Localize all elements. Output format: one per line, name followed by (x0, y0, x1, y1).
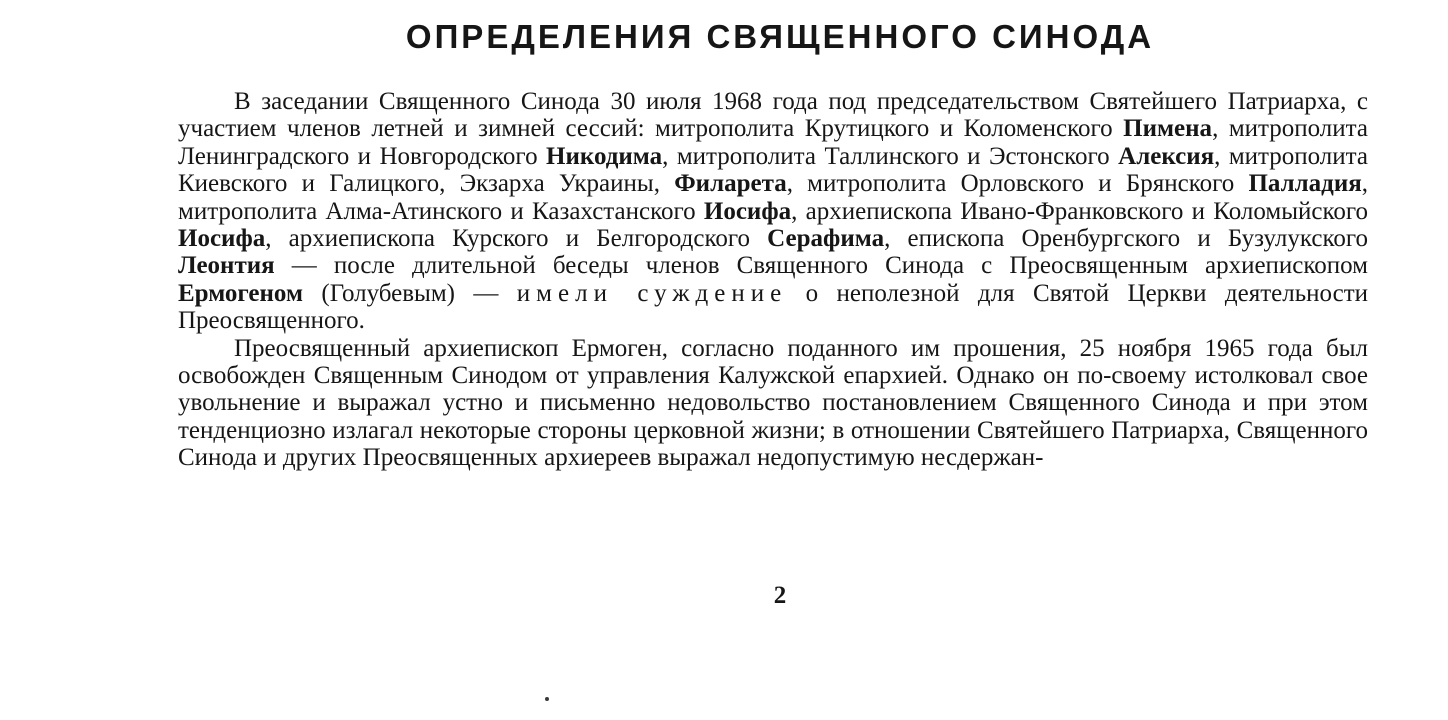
bold-name: Никодима (546, 142, 663, 170)
paragraph-1 (178, 88, 1368, 335)
bold-name: Иосифа (178, 225, 266, 253)
text-run: , митрополита Алма-Атинского и Казахстанского (178, 170, 1368, 225)
page-title: ОПРЕДЕЛЕНИЯ СВЯЩЕННОГО СИНОДА (405, 18, 1155, 55)
text-run: В заседании Священного Синода 30 июля 1968 года под председательством Святейшего Патриарха, с участием членов летней и зимней сессий: митрополита Крутицкого и Коломенского (178, 88, 1368, 143)
bold-name: Алексия (1118, 142, 1215, 170)
text-run: , епископа Оренбургского и Бузулукского (884, 225, 1368, 253)
bold-name: Серафима (767, 225, 885, 253)
bold-name: Пимена (1123, 115, 1213, 143)
text-run: , архиепископа Ивано-Франковского и Коломыйского (791, 197, 1368, 225)
bold-name: Леонтия (178, 252, 275, 280)
spaced-emphasis: имели суждение (516, 279, 788, 307)
text-run: (Голубевым) — (302, 279, 517, 307)
text-run: , митрополита Таллинского и Эстонского (662, 142, 1119, 170)
page-number: 2 (773, 582, 787, 609)
print-speck (545, 697, 549, 701)
bold-name: Филарета (674, 170, 787, 198)
text-run: , митрополита Ленинградского и Новгородского (178, 115, 1368, 170)
text-run: , архиепископа Курского и Белгородского (265, 225, 768, 253)
text-run: , митрополита Киевского и Галицкого, Экзарха Украины, (178, 142, 1368, 198)
text-run: , митрополита Орловского и Брянского (786, 170, 1249, 198)
bold-name: Ермогеном (178, 279, 303, 307)
paragraph-2: Преосвященный архиепископ Ермоген, согласно поданного им прошения, 25 ноября 1965 года был освобожден Священным Синодом от управления Калужской епархией. Однако он по-своему истолковал свое увольнение и выражал устно и письменно недовольство постановлением Священного Синода и при этом тенденциозно излагал некоторые стороны церковной жизни; в отношении Святейшего Патриарха, Священного Синода и других Преосвященных архиереев выражал недопустимую несдержан- (178, 334, 1368, 472)
text-run: о неполезной для Святой Церкви деятельности Преосвященного. (178, 279, 1368, 335)
text-run: — после длительной беседы членов Священного Синода с Преосвященным архиепископом (274, 252, 1368, 280)
bold-name: Палладия (1248, 170, 1362, 198)
bold-name: Иосифа (703, 197, 792, 225)
document-body (178, 88, 1368, 472)
